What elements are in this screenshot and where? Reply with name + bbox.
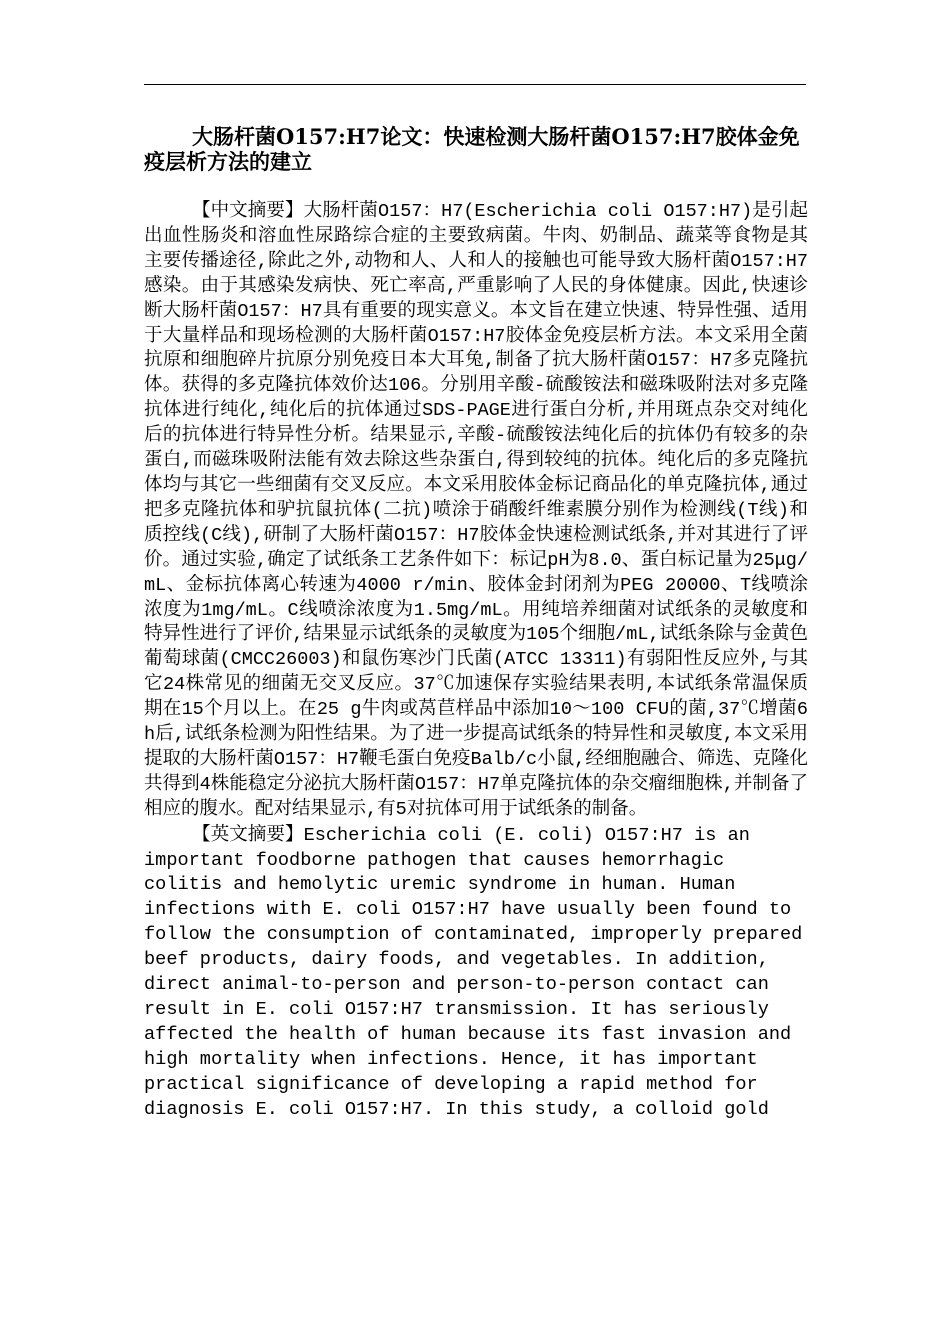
- abstract-cn-text: 大肠杆菌O157：H7(Escherichia coli O157:H7)是引起出血性肠炎和溶血性尿路综合症的主要致病菌。牛肉、奶制品、蔬菜等食物是其主要传播途径,除此之外,动物和人、人和人的接触也可能导致大肠杆菌O157:H7感染。由于其感染发病快、死亡率高,严重影响了人民的身体健康。因此,快速诊断大肠杆菌O157：H7具有重要的现实意义。本文旨在建立快速、特异性强、适用于大量样品和现场检测的大肠杆菌O157:H7胶体金免疫层析方法。本文采用全菌抗原和细胞碎片抗原分别免疫日本大耳兔,制备了抗大肠杆菌O157：H7多克隆抗体。获得的多克隆抗体效价达106。分别用辛酸-硫酸铵法和磁珠吸附法对多克隆抗体进行纯化,纯化后的抗体通过SDS-PAGE进行蛋白分析,并用斑点杂交对纯化后的抗体进行特异性分析。结果显示,辛酸-硫酸铵法纯化后的抗体仍有较多的杂蛋白,而磁珠吸附法能有效去除这些杂蛋白,得到较纯的抗体。纯化后的多克隆抗体均与其它一些细菌有交叉反应。本文采用胶体金标记商品化的单克隆抗体,通过把多克隆抗体和驴抗鼠抗体(二抗)喷涂于硝酸纤维素膜分别作为检测线(T线)和质控线(C线),研制了大肠杆菌O157：H7胶体金快速检测试纸条,并对其进行了评价。通过实验,确定了试纸条工艺条件如下：标记pH为8.0、蛋白标记量为25μg/mL、金标抗体离心转速为4000 r/min、胶体金封闭剂为PEG 20000、T线喷涂浓度为1mg/mL。C线喷涂浓度为1.5mg/mL。用纯培养细菌对试纸条的灵敏度和特异性进行了评价,结果显示试纸条的灵敏度为105个细胞/mL,试纸条除与金黄色葡萄球菌(CMCC26003)和鼠伤寒沙门氏菌(ATCC 13311)有弱阳性反应外,与其它24株常见的细菌无交叉反应。37℃加速保存实验结果表明,本试纸条常温保质期在15个月以上。在25 g牛肉或莴苣样品中添加10～100 CFU的菌,37℃增菌6h后,试纸条检测为阳性结果。为了进一步提高试纸条的特异性和灵敏度,本文采用提取的大肠杆菌O157：H7鞭毛蛋白免疫Balb/c小鼠,经细胞融合、筛选、克隆化共得到4株能稳定分泌抗大肠杆菌O157：H7单克隆抗体的杂交瘤细胞株,并制备了相应的腹水。配对结果显示,有5对抗体可用于试纸条的制备。: [144, 201, 808, 820]
- header-rule: [144, 84, 806, 85]
- abstract-en-text: Escherichia coli (E. coli) O157:H7 is an important foodborne pathogen that causes hemorrhagic colitis and hemolytic uremic syndrome in human. Human infections with E. coli O157:H7 have usually been found to follow the consumption of contaminated, improperly prepared beef products, dairy foods, and vegetables. In addition, direct animal-to-person and person-to-person contact can result in E. coli O157:H7 transmission. It has seriously affected the health of human because its fast invasion and high mortality when infections. Hence, it has important practical significance of developing a rapid method for diagnosis E. coli O157:H7. In this study, a colloid gold: [144, 824, 803, 1120]
- abstract-cn-label: 【中文摘要】: [192, 200, 304, 221]
- abstract-en-label: 【英文摘要】: [192, 823, 304, 845]
- abstract-en-paragraph: [144, 823, 808, 1123]
- document-body: [144, 199, 808, 1123]
- document-title: 大肠杆菌O157:H7论文：快速检测大肠杆菌O157:H7胶体金免疫层析方法的建立: [144, 124, 800, 174]
- abstract-cn-paragraph: [144, 199, 808, 823]
